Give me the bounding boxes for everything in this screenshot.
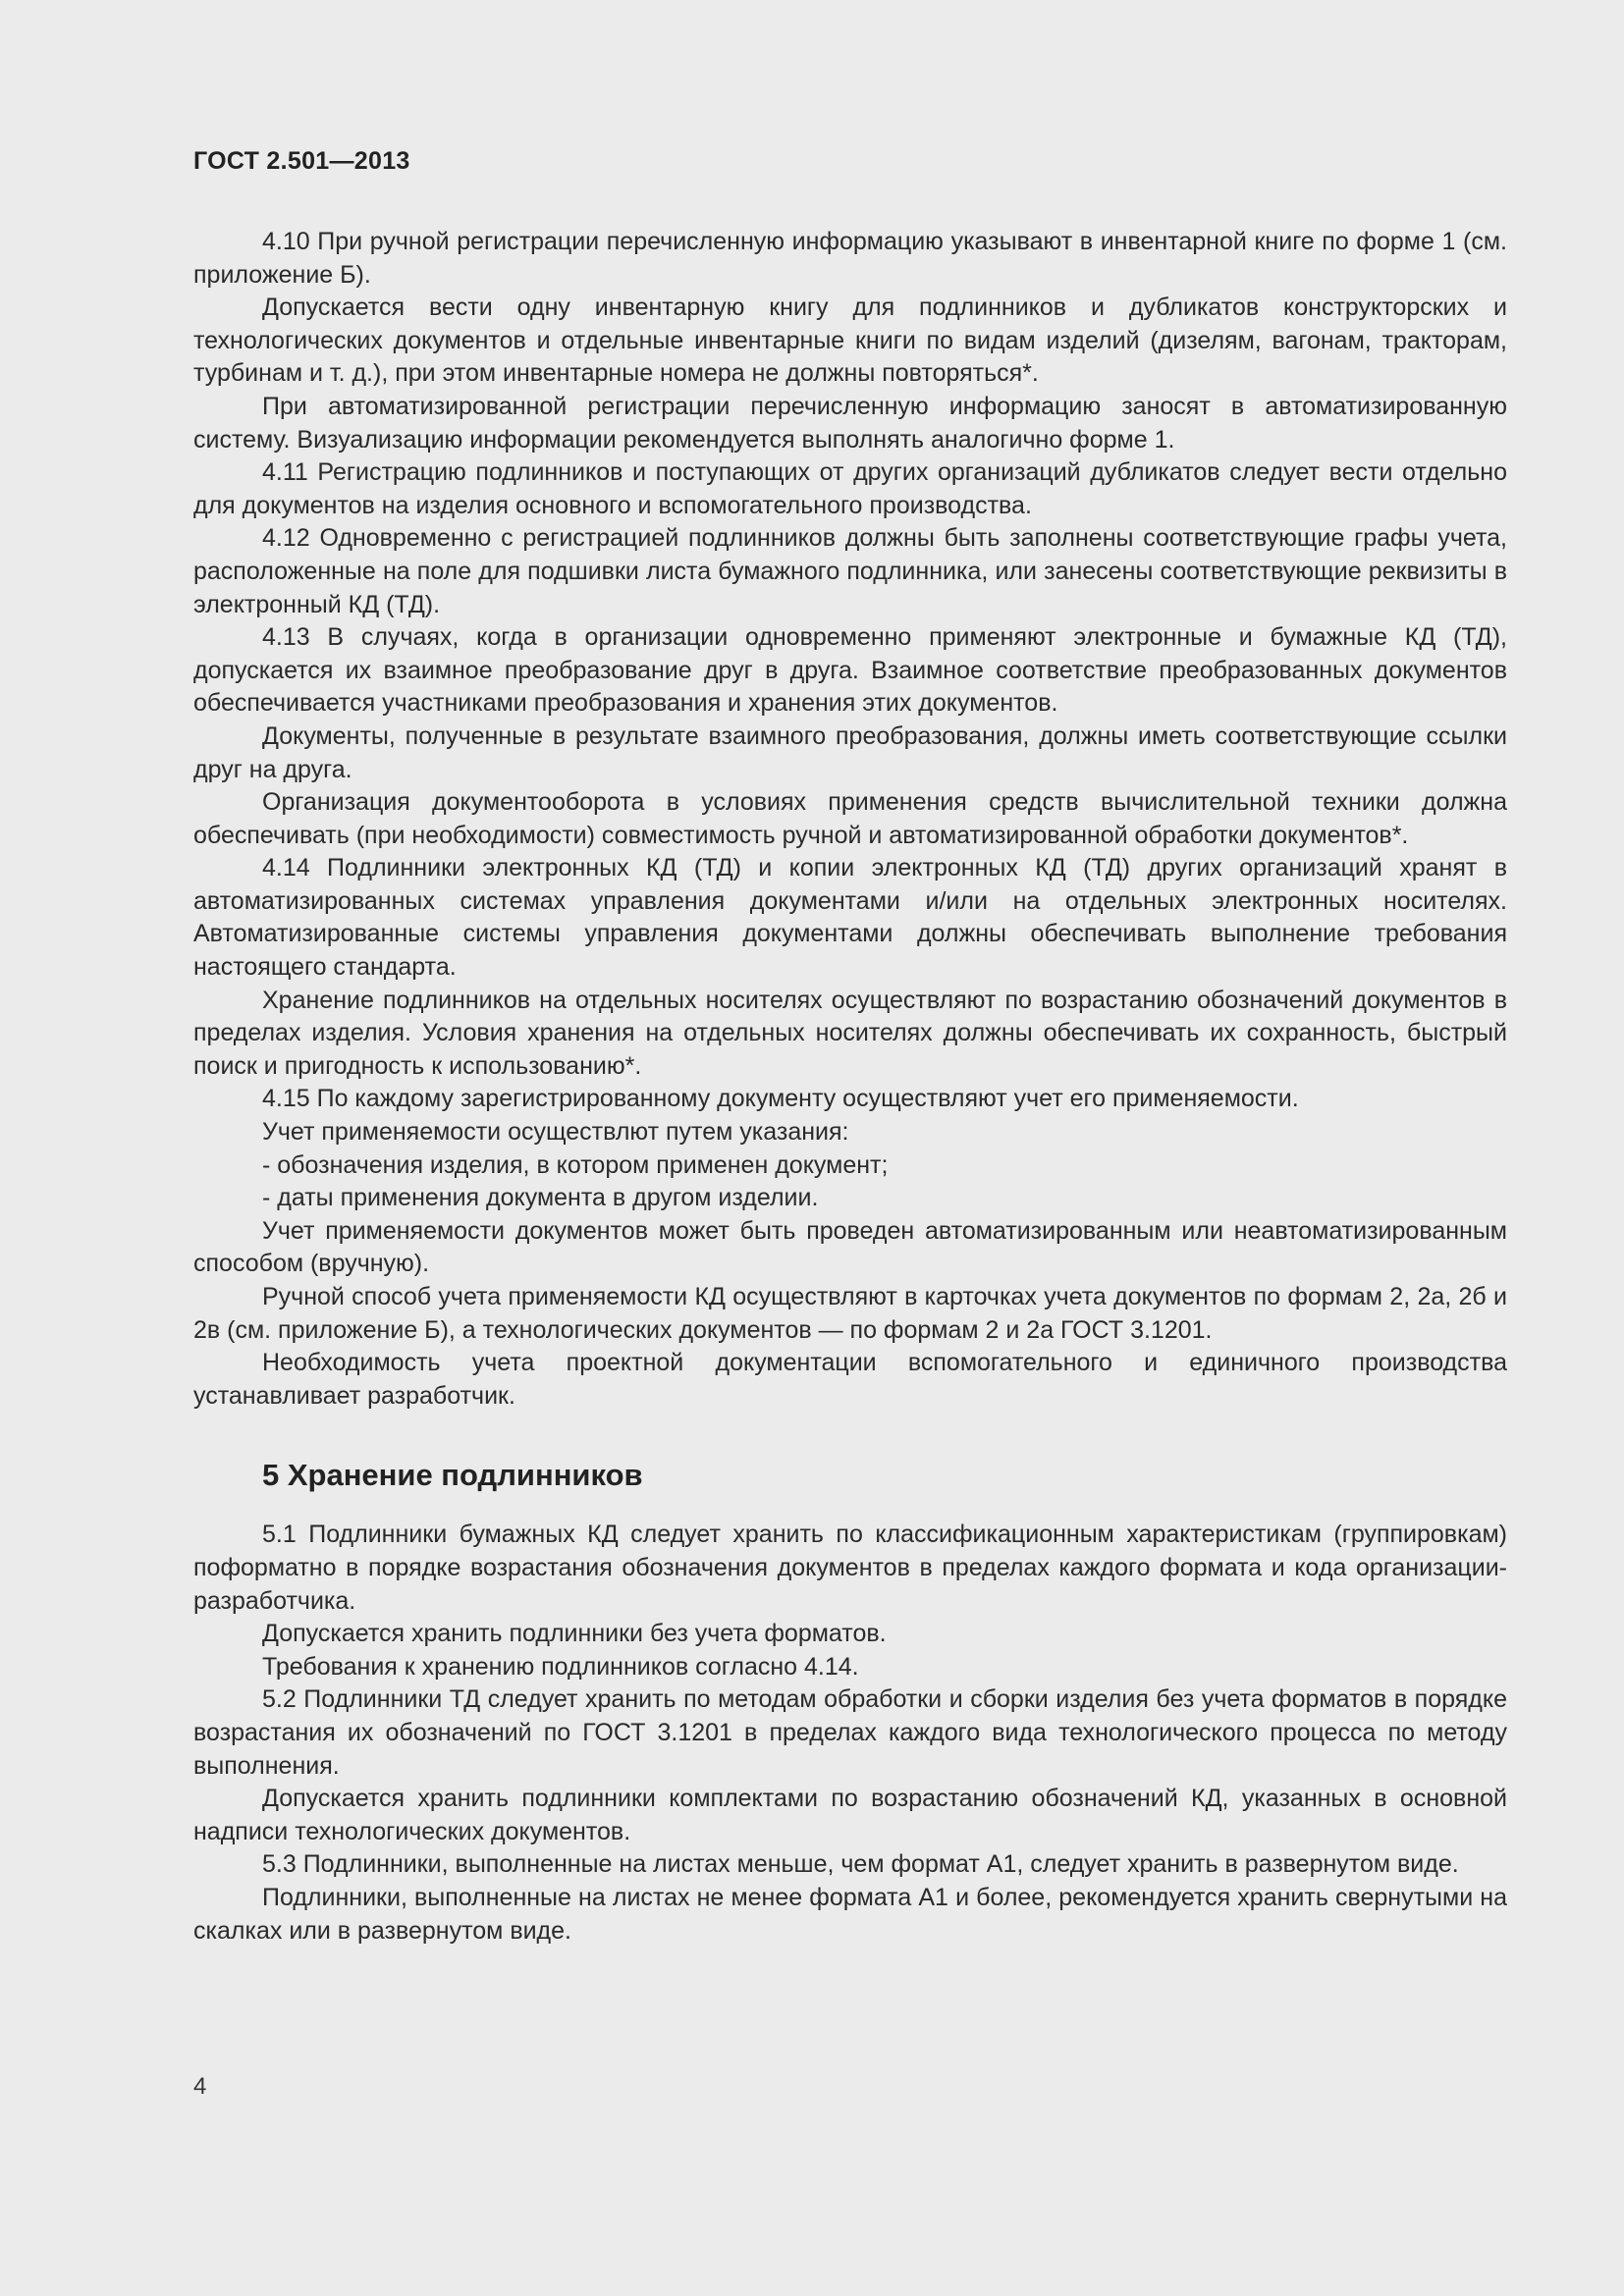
paragraph: Учет применяемости документов может быть проведен автоматизированным или неавтоматизированным способом (вручную).	[193, 1216, 1507, 1278]
document-body	[193, 226, 1507, 1948]
paragraph: 4.13 В случаях, когда в организации одновременно применяют электронные и бумажные КД (ТД), допускается их взаимное преобразование друг в друга. Взаимное соответствие преобразованных документов обеспечивается участниками преобразования и хранения этих документов.	[193, 623, 1507, 718]
paragraph: 4.14 Подлинники электронных КД (ТД) и копии электронных КД (ТД) других организаций хранят в автоматизированных системах управления документами и/или на отдельных электронных носителях. Автоматизированные системы управления документами должны обеспечивать выполнение требования настоящего стандарта.	[193, 854, 1507, 982]
paragraph: 4.10 При ручной регистрации перечисленную информацию указывают в инвентарной книге по форме 1 (см. приложение Б).	[193, 228, 1507, 289]
page-number: 4	[193, 2073, 207, 2100]
paragraph: 4.11 Регистрацию подлинников и поступающих от других организаций дубликатов следует вести отдельно для документов на изделия основного и вспомогательного производства.	[193, 458, 1507, 519]
list-item: - даты применения документа в другом изделии.	[262, 1184, 819, 1212]
paragraph: Ручной способ учета применяемости КД осуществляют в карточках учета документов по формам 2, 2а, 2б и 2в (см. приложение Б), а технологических документов — по формам 2 и 2а ГОСТ 3.1201.	[193, 1283, 1507, 1344]
document-header: ГОСТ 2.501—2013	[193, 147, 410, 175]
paragraph: При автоматизированной регистрации перечисленную информацию заносят в автоматизированную систему. Визуализацию информации рекомендуется выполнять аналогично форме 1.	[193, 392, 1507, 454]
paragraph: 4.15 По каждому зарегистрированному документу осуществляют учет его применяемости.	[262, 1085, 1299, 1113]
paragraph: Допускается вести одну инвентарную книгу для подлинников и дубликатов конструкторских и технологических документов и отдельные инвентарные книги по видам изделий (дизелям, вагонам, тракторам, турбинам и т. д.), при этом инвентарные номера не должны повторяться*.	[193, 294, 1507, 388]
paragraph: Хранение подлинников на отдельных носителях осуществляют по возрастанию обозначений документов в пределах изделия. Условия хранения на отдельных носителях должны обеспечивать их сохранность, быстрый поиск и пригодность к использованию*.	[193, 986, 1507, 1080]
paragraph: Подлинники, выполненные на листах не менее формата А1 и более, рекомендуется хранить свернутыми на скалках или в развернутом виде.	[193, 1883, 1507, 1945]
paragraph: Организация документооборота в условиях применения средств вычислительной техники должна обеспечивать (при необходимости) совместимость ручной и автоматизированной обработки документов*.	[193, 788, 1507, 849]
paragraph: 5.2 Подлинники ТД следует хранить по методам обработки и сборки изделия без учета форматов в порядке возрастания их обозначений по ГОСТ 3.1201 в пределах каждого вида технологического процесса по методу выполнения.	[193, 1685, 1507, 1780]
paragraph: Допускается хранить подлинники комплектами по возрастанию обозначений КД, указанных в основной надписи технологических документов.	[193, 1785, 1507, 1845]
paragraph: 5.3 Подлинники, выполненные на листах меньше, чем формат А1, следует хранить в развернутом виде.	[262, 1850, 1459, 1879]
paragraph: Документы, полученные в результате взаимного преобразования, должны иметь соответствующие ссылки друг на друга.	[193, 721, 1507, 783]
list-item: - обозначения изделия, в котором применен документ;	[262, 1150, 889, 1179]
paragraph: 5.1 Подлинники бумажных КД следует хранить по классификационным характеристикам (группировкам) поформатно в порядке возрастания обозначения документов в пределах каждого формата и кода организации-разработчика.	[193, 1521, 1507, 1615]
paragraph: Допускается хранить подлинники без учета форматов.	[262, 1620, 887, 1648]
paragraph: 4.12 Одновременно с регистрацией подлинников должны быть заполнены соответствующие графы учета, расположенные на поле для подшивки листа бумажного подлинника, или занесены соответствующие реквизиты в электронный КД (ТД).	[193, 524, 1507, 618]
paragraph: Необходимость учета проектной документации вспомогательного и единичного производства устанавливает разработчик.	[193, 1349, 1507, 1410]
paragraph: Учет применяемости осуществлют путем указания:	[262, 1118, 849, 1147]
paragraph: Требования к хранению подлинников согласно 4.14.	[262, 1652, 859, 1681]
section-heading: 5 Хранение подлинников	[262, 1458, 643, 1493]
